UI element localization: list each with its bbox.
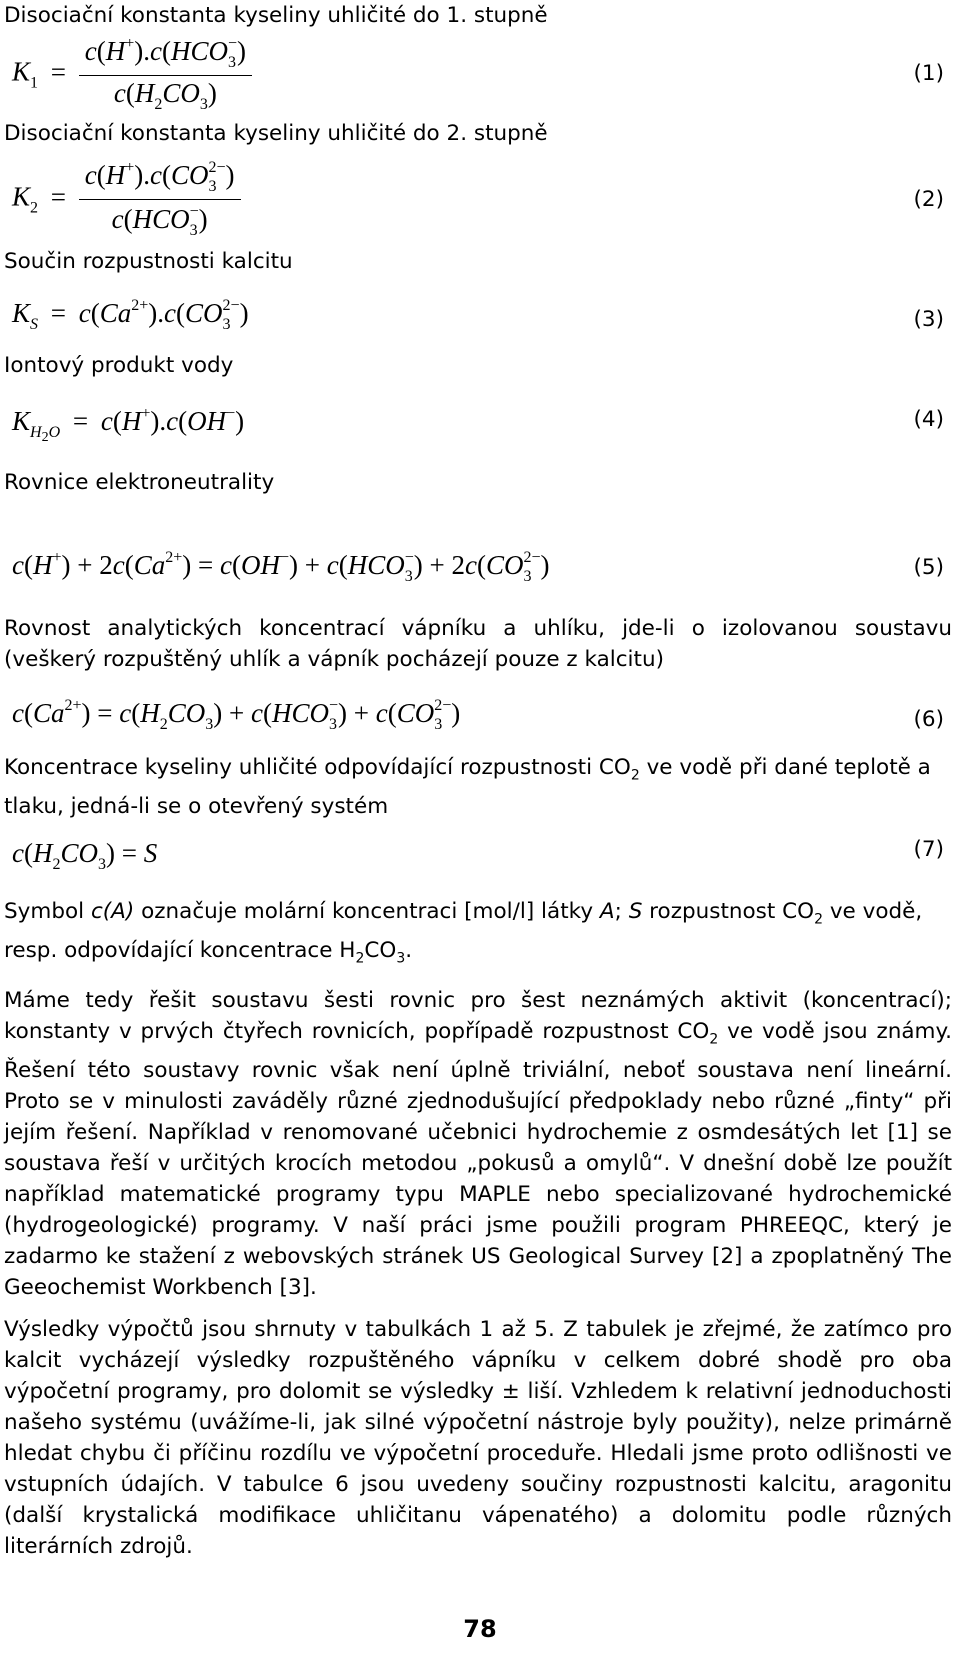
symbol-note: Symbol c(A) označuje molární koncentraci [mol/l] látky A; S rozpustnost $CO_2$ ve vodě, resp. odpovídající koncentrace $H_2CO_3$.	[4, 899, 923, 967]
equation-2: $K_2$ = $\frac{c(H^+).c(CO_3^{2-})}{c(HCO_3^-)}$	[12, 160, 241, 239]
heading-co2: Koncentrace kyseliny uhličité odpovídající rozpustnosti $CO_2$ ve vodě při dané teplotě a tlaku, jedná-li se o otevřený systém	[4, 755, 931, 820]
paragraph-2: Výsledky výpočtů jsou shrnuty v tabulkách 1 až 5. Z tabulek je zřejmé, že zatímco pro kalcit vycházejí výsledky rozpuštěného vápníku v celkem dobré shodě pro oba výpočetní programy, pro dolomit se výsledky ± liší. Vzhledem k relativní jednoduchosti našeho systému (uvážíme-li, jak silné výpočetní nástroje byly použity), nelze primárně hledat chybu či příčinu rozdílu ve výpočetní proceduře. Hledali jsme proto odlišnosti ve vstupních údajích. V tabulce 6 jsou uvedeny součiny rozpustnosti kalcitu, aragonitu (další krystalická modifikace uhličitanu vápenatého) a dolomitu podle různých literárních zdrojů.	[4, 1317, 952, 1559]
equation-6: $c(Ca^{2+}) = c(H_2CO_3) + c(HCO_3^-) + c(CO_3^{2-})$	[12, 697, 461, 733]
equation-7: $c(H_2CO_3) = S$	[12, 838, 158, 873]
equation-5: $c(H^+) + 2c(Ca^{2+}) = c(OH^-) + c(HCO_3^-) + 2c(CO_3^{2-})$	[12, 549, 550, 585]
equation-number-2: (2)	[913, 187, 944, 212]
heading-kw: Iontový produkt vody	[4, 353, 234, 378]
page-number: 78	[463, 1615, 497, 1643]
equation-number-5: (5)	[913, 555, 944, 580]
equation-number-6: (6)	[913, 707, 944, 732]
paragraph-1: Máme tedy řešit soustavu šesti rovnic pro šest neznámých aktivit (koncentrací); konstanty v prvých čtyřech rovnicích, popřípadě rozpustnost $CO_2$ ve vodě jsou známy. Řešení této soustavy rovnic však není úplně triviální, neboť soustava není lineární. Proto se v minulosti zaváděly různé zjednodušující předpoklady nebo různé „finty“ při jejím řešení. Například v renomované učebnici hydrochemie z osmdesátých let [1] se soustava řeší v určitých krocích metodou „pokusů a omylů“. V dnešní době lze použít například matematické programy typu MAPLE nebo specializované hydrochemické (hydrogeologické) programy. V naší práci jsme použili program PHREEQC, který je zadarmo ke stažení z webovských stránek US Geological Survey [2] a zpoplatněný The Geeochemist Workbench [3].	[4, 988, 952, 1301]
heading-ks: Součin rozpustnosti kalcitu	[4, 249, 293, 274]
heading-k2: Disociační konstanta kyseliny uhličité do 2. stupně	[4, 121, 548, 146]
equation-number-1: (1)	[913, 61, 944, 86]
heading-electroneutrality: Rovnice elektroneutrality	[4, 470, 275, 495]
equation-1: $K_1$ = $\frac{c(H^+).c(HCO_3^-)}{c(H_2CO_3)}$	[12, 36, 252, 113]
equation-number-7: (7)	[913, 837, 944, 862]
heading-balance: Rovnost analytických koncentrací vápníku a uhlíku, jde-li o izolovanou soustavu (veškerý rozpuštěný uhlík a vápník pocházejí pouze z kalcitu)	[4, 616, 952, 672]
equation-number-4: (4)	[913, 407, 944, 432]
equation-3: $K_S = c(Ca^{2+}).c(CO_3^{2-})$	[12, 297, 249, 333]
equation-4: $K_{H2O} = c(H^+).c(OH^-)$	[12, 405, 245, 445]
equation-number-3: (3)	[913, 307, 944, 332]
heading-k1: Disociační konstanta kyseliny uhličité do 1. stupně	[4, 3, 548, 28]
